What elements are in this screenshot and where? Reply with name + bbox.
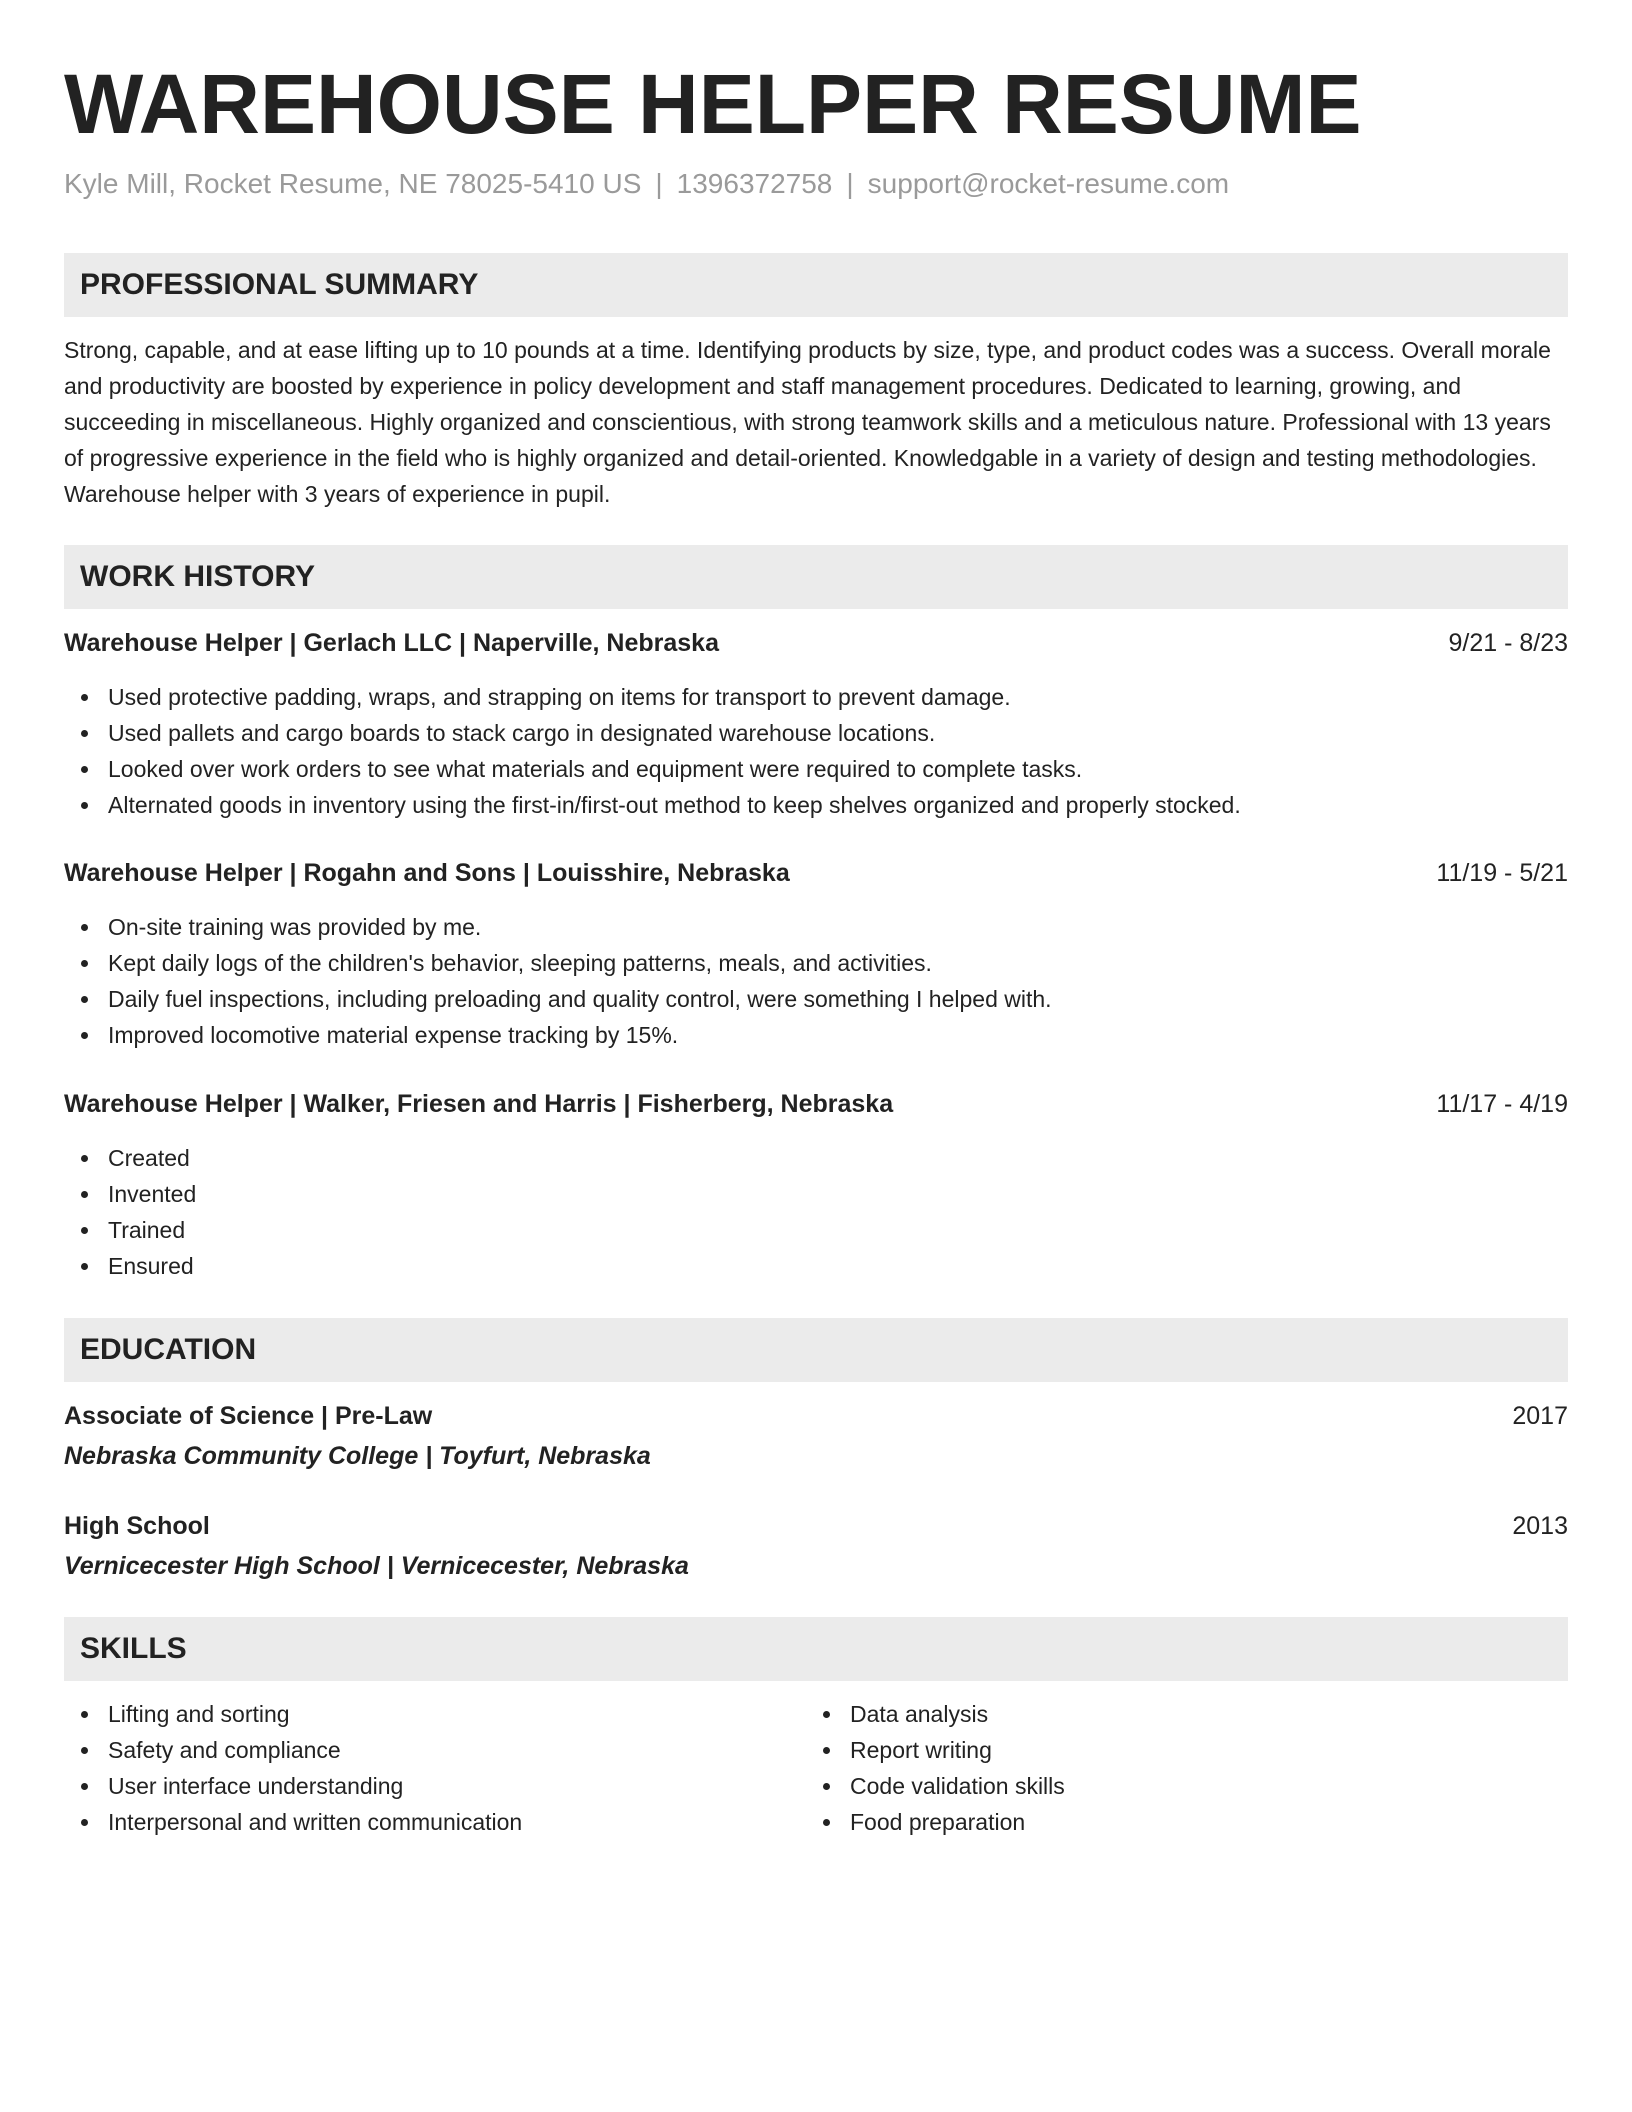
section-header-summary (64, 253, 1568, 317)
job-bullets (64, 679, 1241, 823)
list-item: Alternated goods in inventory using the first-in/first-out method to keep shelves organized and properly stocked. (64, 787, 1241, 823)
job-title: Warehouse Helper | Walker, Friesen and Harris | Fisherberg, Nebraska (64, 1090, 894, 1118)
section-title: PROFESSIONAL SUMMARY (80, 268, 479, 301)
education-year: 2017 (1512, 1402, 1568, 1430)
skill-item: Lifting and sorting (64, 1696, 522, 1732)
section-title: SKILLS (80, 1632, 187, 1665)
section-title: EDUCATION (80, 1333, 257, 1366)
job-title: Warehouse Helper | Rogahn and Sons | Louisshire, Nebraska (64, 859, 790, 887)
education-year: 2013 (1512, 1512, 1568, 1540)
list-item: Daily fuel inspections, including preloading and quality control, were something I helped with. (64, 981, 1052, 1017)
list-item: Created (64, 1140, 196, 1176)
contact-separator: | (846, 168, 854, 199)
list-item: Improved locomotive material expense tracking by 15%. (64, 1017, 1052, 1053)
list-item: Invented (64, 1176, 196, 1212)
contact-address: Kyle Mill, Rocket Resume, NE 78025-5410 US (64, 168, 642, 199)
section-header-work-history (64, 545, 1568, 609)
list-item: Kept daily logs of the children's behavior, sleeping patterns, meals, and activities. (64, 945, 1052, 981)
contact-phone: 1396372758 (676, 168, 833, 199)
skill-item: Data analysis (806, 1696, 1065, 1732)
job-dates: 11/19 - 5/21 (1436, 859, 1568, 887)
list-item: Looked over work orders to see what materials and equipment were required to complete tasks. (64, 751, 1241, 787)
skill-item: Safety and compliance (64, 1732, 522, 1768)
section-title: WORK HISTORY (80, 560, 316, 593)
contact-line (64, 166, 1229, 202)
skill-item: User interface understanding (64, 1768, 522, 1804)
list-item: Used protective padding, wraps, and strapping on items for transport to prevent damage. (64, 679, 1241, 715)
job-bullets (64, 909, 1052, 1053)
skills-list-left (64, 1696, 522, 1840)
list-item: On-site training was provided by me. (64, 909, 1052, 945)
skill-item: Report writing (806, 1732, 1065, 1768)
education-degree: Associate of Science | Pre-Law (64, 1402, 433, 1430)
contact-email: support@rocket-resume.com (867, 168, 1230, 199)
education-degree: High School (64, 1512, 210, 1540)
job-dates: 9/21 - 8/23 (1448, 629, 1568, 657)
contact-separator: | (655, 168, 663, 199)
education-school: Vernicecester High School | Vernicecester, Nebraska (64, 1552, 689, 1580)
job-dates: 11/17 - 4/19 (1436, 1090, 1568, 1118)
skills-list-right (806, 1696, 1065, 1840)
education-school: Nebraska Community College | Toyfurt, Nebraska (64, 1442, 651, 1470)
skill-item: Code validation skills (806, 1768, 1065, 1804)
list-item: Trained (64, 1212, 196, 1248)
resume-title: WAREHOUSE HELPER RESUME (64, 57, 1362, 151)
skill-item: Interpersonal and written communication (64, 1804, 522, 1840)
skill-item: Food preparation (806, 1804, 1065, 1840)
job-title: Warehouse Helper | Gerlach LLC | Naperville, Nebraska (64, 629, 719, 657)
section-header-skills (64, 1617, 1568, 1681)
summary-text: Strong, capable, and at ease lifting up to 10 pounds at a time. Identifying products by size, type, and product codes was a success. Overall morale and productivity are boosted by experience in policy development and staff management procedures. Dedicated to learning, growing, and succeeding in miscellaneous. Highly organized and conscientious, with strong teamwork skills and a meticulous nature. Professional with 13 years of progressive experience in the field who is highly organized and detail-oriented. Knowledgable in a variety of design and testing methodologies. Warehouse helper with 3 years of experience in pupil. (64, 337, 1551, 507)
section-header-education (64, 1318, 1568, 1382)
job-bullets (64, 1140, 196, 1284)
list-item: Used pallets and cargo boards to stack cargo in designated warehouse locations. (64, 715, 1241, 751)
list-item: Ensured (64, 1248, 196, 1284)
